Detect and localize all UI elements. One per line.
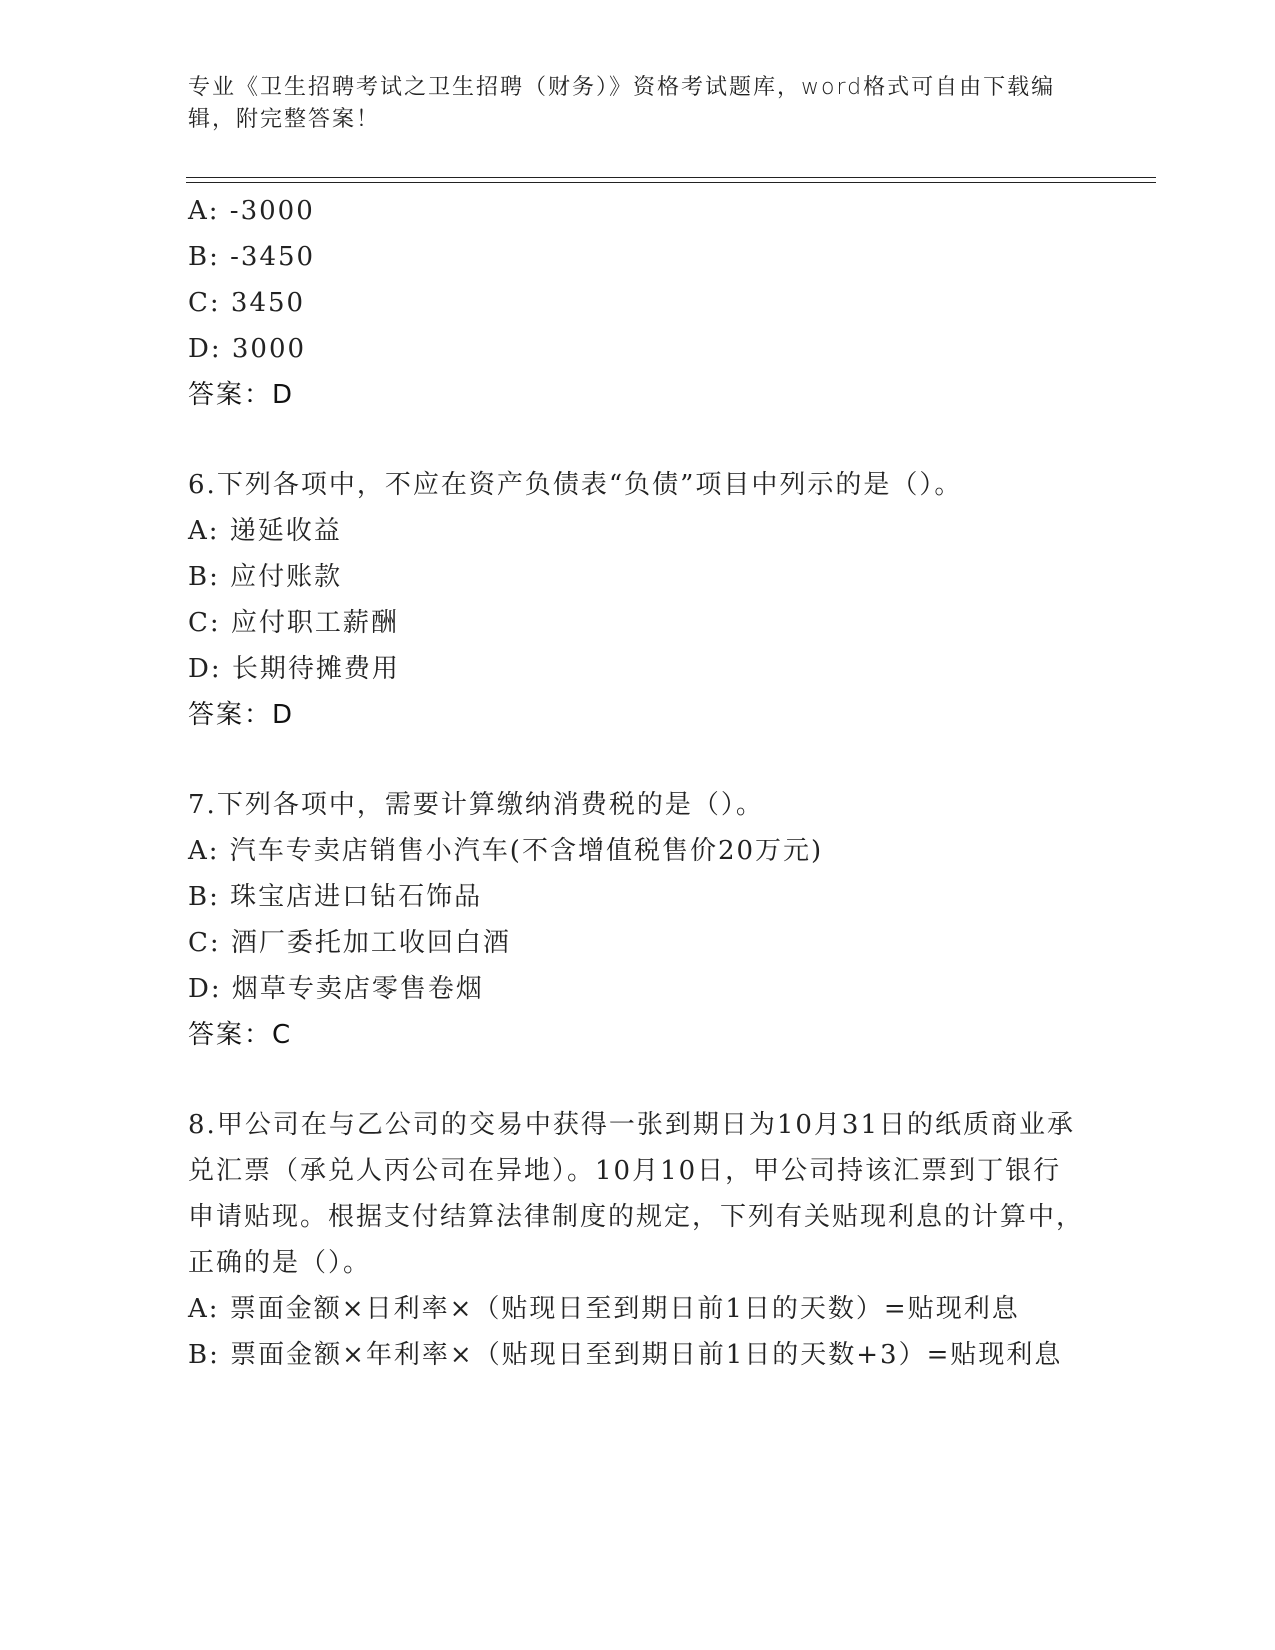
- question-block-8: [188, 1102, 1088, 1378]
- question-number: 6.: [188, 470, 217, 500]
- document-header: [188, 72, 1088, 136]
- option-b: B: 珠宝店进口钻石饰品: [188, 882, 483, 912]
- option-d: D: 烟草专卖店零售卷烟: [188, 974, 484, 1004]
- option-d: D: 3000: [188, 334, 307, 364]
- header-rule-bottom: [186, 182, 1156, 183]
- option-a: A: 递延收益: [188, 516, 342, 546]
- option-c: C: 酒厂委托加工收回白酒: [188, 928, 511, 958]
- option-a: A: 票面金额×日利率×（贴现日至到期日前1日的天数）=贴现利息: [188, 1294, 1020, 1324]
- question-block-7: [188, 782, 1088, 1058]
- option-d: D: 长期待摊费用: [188, 654, 400, 684]
- question-stem: [188, 462, 1088, 508]
- question-number: 8.: [188, 1110, 217, 1140]
- question-list: [188, 188, 1088, 1378]
- header-title: 专业《卫生招聘考试之卫生招聘（财务）》资格考试题库，word格式可自由下载编辑，附完整答案！: [188, 75, 1056, 132]
- header-rule-top: [186, 177, 1156, 178]
- question-stem: [188, 1102, 1088, 1286]
- option-b: B: 票面金额×年利率×（贴现日至到期日前1日的天数+3）=贴现利息: [188, 1340, 1063, 1370]
- spacer: [188, 418, 1088, 462]
- spacer: [188, 1058, 1088, 1102]
- question-stem: [188, 782, 1088, 828]
- answer-line: 答案：C: [188, 1020, 293, 1050]
- answer-line: 答案：D: [188, 700, 295, 730]
- option-b: B: 应付账款: [188, 562, 343, 592]
- option-c: C: 3450: [188, 288, 306, 318]
- option-a: A: -3000: [188, 196, 315, 226]
- answer-line: 答案：D: [188, 380, 295, 410]
- option-b: B: -3450: [188, 242, 316, 272]
- question-text: 甲公司在与乙公司的交易中获得一张到期日为10月31日的纸质商业承兑汇票（承兑人丙公司在异地）。10月10日，甲公司持该汇票到丁银行申请贴现。根据支付结算法律制度的规定，下列有关贴现利息的计算中，正确的是（）。: [188, 1110, 1085, 1278]
- question-block-6: [188, 462, 1088, 738]
- question-number: 7.: [188, 790, 217, 820]
- option-c: C: 应付职工薪酬: [188, 608, 399, 638]
- spacer: [188, 738, 1088, 782]
- option-a: A: 汽车专卖店销售小汽车(不含增值税售价20万元): [188, 836, 824, 866]
- question-text: 下列各项中，不应在资产负债表“负债”项目中列示的是（）。: [216, 470, 963, 500]
- question-block-5: [188, 188, 1088, 418]
- question-text: 下列各项中，需要计算缴纳消费税的是（）。: [216, 790, 764, 820]
